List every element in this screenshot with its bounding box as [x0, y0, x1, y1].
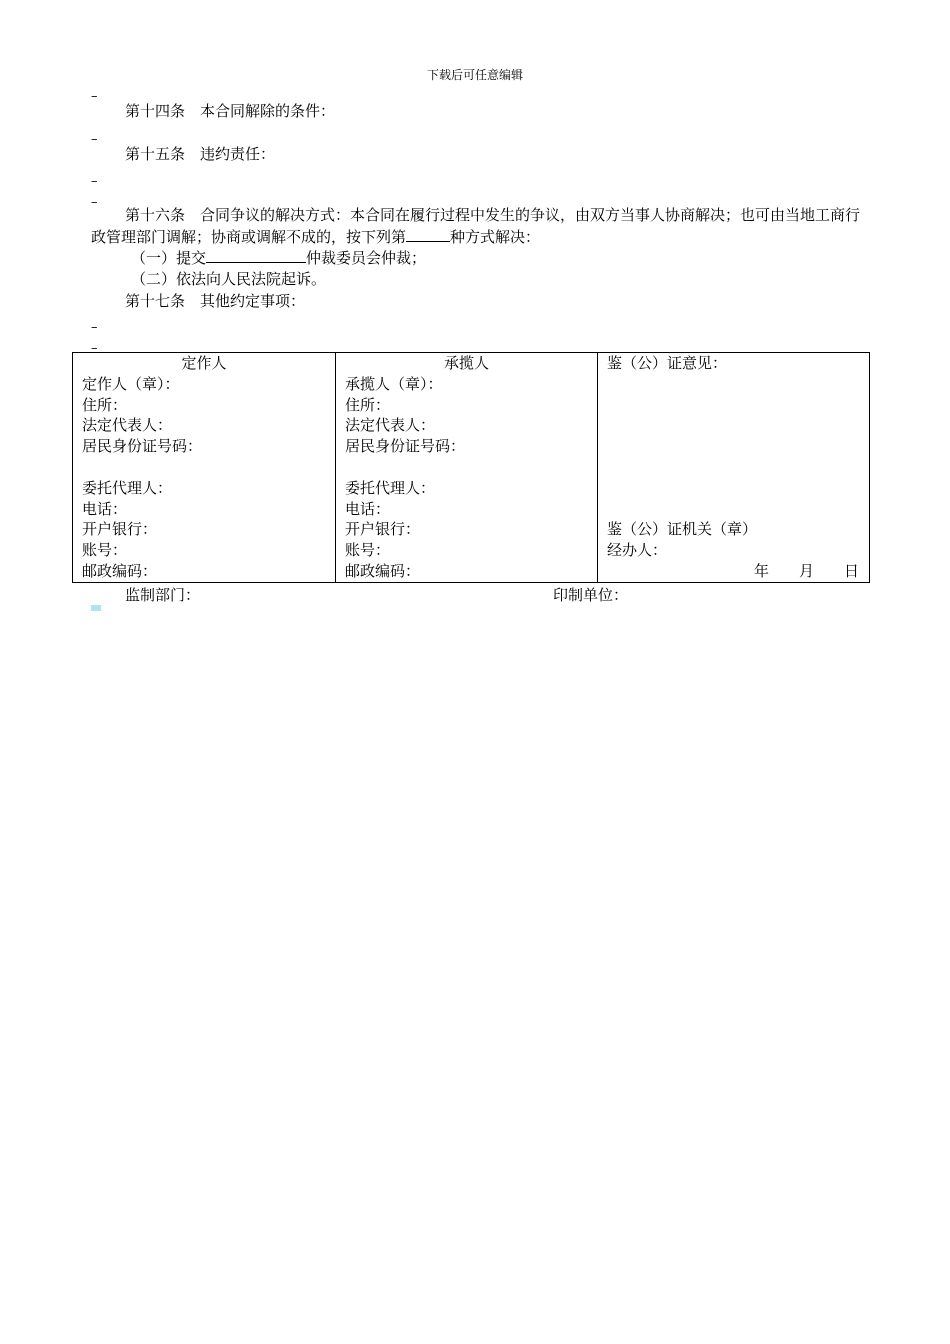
orderer-column	[73, 353, 336, 583]
contractor-column	[336, 353, 598, 583]
clause-16	[91, 204, 861, 248]
orderer-postcode: 邮政编码：	[82, 561, 158, 580]
list-marker: –	[91, 89, 98, 104]
blank-arbitration-committee[interactable]	[206, 248, 306, 263]
notary-date: 年 月 日	[753, 561, 859, 580]
list-marker: –	[91, 341, 98, 356]
clause-17: 第十七条 其他约定事项：	[125, 292, 306, 310]
supervising-department: 监制部门：	[125, 586, 201, 604]
contractor-seal: 承揽人（章）：	[345, 374, 443, 393]
orderer-phone: 电话：	[82, 499, 128, 518]
contractor-address: 住所：	[345, 395, 391, 414]
clause-15: 第十五条 违约责任：	[125, 145, 276, 163]
spacer	[82, 457, 326, 478]
clause-16-text: 第十六条 合同争议的解决方式：本合同在履行过程中发生的争议，由双方当事人协商解决；也可由当地工商行政管理部门调解；协商或调解不成的，按下列第	[91, 206, 861, 246]
cursor-marker	[91, 605, 101, 611]
list-marker: –	[91, 174, 98, 189]
notary-column	[598, 353, 870, 583]
orderer-account: 账号：	[82, 541, 128, 560]
list-marker: –	[91, 320, 98, 335]
signature-table	[72, 352, 870, 583]
contractor-postcode: 邮政编码：	[345, 561, 421, 580]
orderer-id-number: 居民身份证号码：	[82, 437, 203, 456]
page-header: 下载后可任意编辑	[426, 68, 523, 82]
orderer-seal: 定作人（章）：	[82, 374, 180, 393]
contractor-account: 账号：	[345, 541, 391, 560]
notary-opinion-heading: 鉴（公）证意见：	[607, 354, 728, 372]
orderer-legal-rep: 法定代表人：	[82, 416, 173, 435]
list-marker: –	[91, 195, 98, 210]
clause-16-text-end: 种方式解决：	[450, 228, 541, 246]
clause-14: 第十四条 本合同解除的条件：	[125, 102, 336, 120]
orderer-address: 住所：	[82, 395, 128, 414]
option-arbitration: （一）提交 仲裁委员会仲裁；	[131, 249, 427, 267]
contractor-bank: 开户银行：	[345, 520, 421, 539]
orderer-heading: 定作人	[181, 354, 227, 372]
notary-authority-seal: 鉴（公）证机关（章）	[607, 520, 758, 539]
printing-unit: 印制单位：	[553, 586, 629, 604]
orderer-agent: 委托代理人：	[82, 478, 173, 497]
contractor-heading: 承揽人	[443, 354, 489, 372]
contractor-legal-rep: 法定代表人：	[345, 416, 436, 435]
contractor-id-number: 居民身份证号码：	[345, 437, 466, 456]
contractor-phone: 电话：	[345, 499, 391, 518]
notary-handler: 经办人：	[607, 541, 668, 560]
list-marker: –	[91, 132, 98, 147]
option-court: （二）依法向人民法院起诉。	[131, 270, 327, 288]
contractor-agent: 委托代理人：	[345, 478, 436, 497]
blank-method-number[interactable]	[406, 227, 450, 242]
spacer	[345, 457, 588, 478]
orderer-bank: 开户银行：	[82, 520, 158, 539]
